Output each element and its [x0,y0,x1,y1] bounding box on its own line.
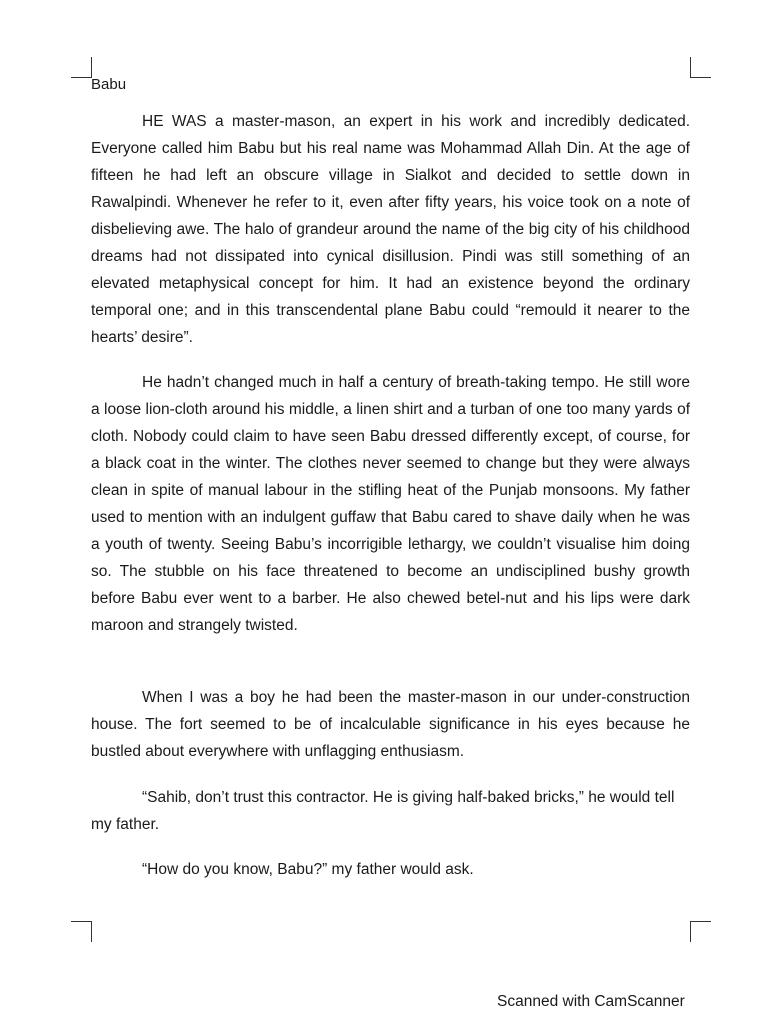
scanner-watermark: Scanned with CamScanner [497,993,685,1010]
paragraph-5: “How do you know, Babu?” my father would ask. [142,861,474,878]
document-title: Babu [91,76,127,93]
crop-mark-bottom-left [71,921,92,942]
crop-mark-top-right [690,57,711,78]
crop-mark-top-left [71,57,92,78]
crop-mark-bottom-right [690,921,711,942]
paragraph-2: He hadn’t changed much in half a century of breath-taking tempo. He still wore a loose lion-cloth around his middle, a linen shirt and a turban of one too many yards of cloth. Nobody could claim to have seen Babu dressed differently except, of course, for a black coat in the winter. The clothes never seemed to change but they were always clean in spite of manual labour in the stifling heat of the Punjab monsoons. My father used to mention with an indulgent guffaw that Babu cared to shave daily when he was a youth of twenty. Seeing Babu’s incorrigible lethargy, we couldn’t visualise him doing so. The stubble on his face threatened to become an undisciplined bushy growth before Babu ever went to a barber. He also chewed betel-nut and his lips were dark maroon and strangely twisted. [91,374,690,634]
paragraph-1: HE WAS a master-mason, an expert in his work and incredibly dedicated. Everyone called him Babu but his real name was Mohammad Allah Din. At the age of fifteen he had left an obscure village in Sialkot and decided to settle down in Rawalpindi. Whenever he refer to it, even after fifty years, his voice took on a note of disbelieving awe. The halo of grandeur around the name of the big city of his childhood dreams had not dissipated into cynical disillusion. Pindi was still something of an elevated metaphysical concept for him. It had an existence beyond the ordinary temporal one; and in this transcendental plane Babu could “remould it nearer to the hearts’ desire”. [91,113,690,346]
paragraph-3: When I was a boy he had been the master-mason in our under-construction house. The fort seemed to be of incalculable significance in his eyes because he bustled about everywhere with unflagging enthusiasm. [91,689,690,760]
paragraph-4: “Sahib, don’t trust this contractor. He is giving half-baked bricks,” he would tell my father. [91,789,675,833]
